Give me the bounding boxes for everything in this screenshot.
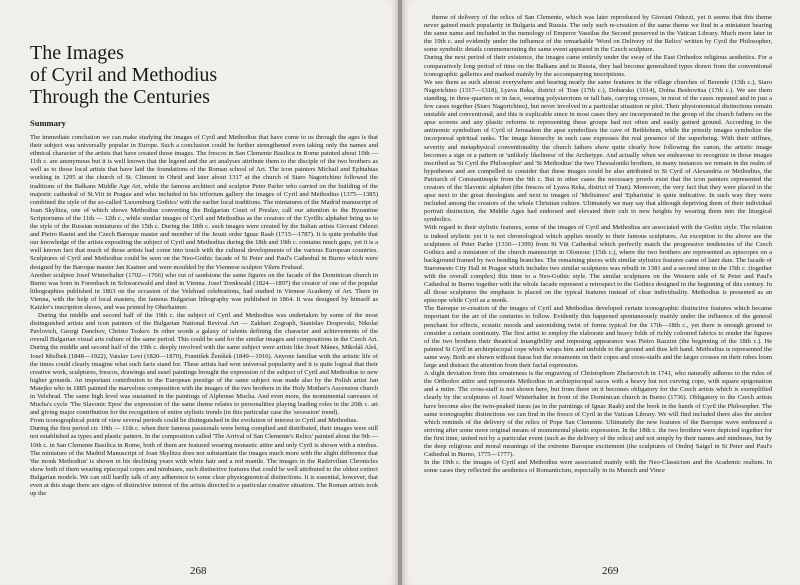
title-line-2: of Cyril and Methodius [30,64,218,86]
left-page [0,0,398,585]
title-line-3: Through the Centuries [30,86,210,108]
right-page [402,0,800,585]
paragraph: The Baroque re-creation of the images of Cyril and Methodius developed certain iconographic distinctive features which became important for the art of the centuries to follow. Evidently this happened spontaneously mainly under the influence of the general penchant for effects, ecstatic moods and astonishing twist of forms typical for the 17th—18th c., yet there is enough ground to consider a certain continuity. The first artist to employ the elaborate and heavy folds of richly coloured fabrics to render the figures of the two brothers their theatrical intangibility and imposing appearance was Pietro Razzini (the beginning of the 18th c.). He painted St Cyril in archiepiscopal cope which wraps him and unfolds to the ground and thus left hand. Methodius is represented the same way. Both are shown without tiaras but the ornaments on their copes and cross-staffs and the larger crosses on their robes loom large and distract the attention from their facial expression. [424,305,772,370]
page-number: 269 [602,565,619,577]
paragraph: Another sculptor Josef Winterhalter (1702—1766) who cut of sandstone the same figures on the facade of the Dominican church in Burno was born in Forenbach in Schwarzwald and died in Vienna. Josef Trenkwald (1824—1897) the creator of one of the popular lithographies published in 1863 on the occasion of the Velehrad celebrations, had studied in Vienese Academy of Art. There in Vienna, with the help of local masters, the famous Bulgarian lithography was published in 1864. It was designed by himself as Katzler's inscription shows, and was printed by Oberhaimer. [30,271,378,311]
paragraph: In the 19th c. the images of Cyril and Methodius were associated mainly with the Neo-Classicism and the Academic realism. In some cases they reflected the aesthetics of Romanticism, especially in its Munich and Vince [424,459,772,475]
paragraph: With regard to their stylistic features, some of the images of Cyril and Methodius are associated with the Gothic style. The relation is indeed stylistic yet it is not chronological which applies mostly to their famous sculptures. An exception to the above are the sculptures of Peter Parler (1330—1399) from St Vitt Cathedral which perfectly match the progressive tendencies of the Czech Gothics and a miniature of the church manuscript in Olomouc (15th c.), where the two brothers are represented as episcopes on a background framed by two bending branches. The remaining pieces with similar stylistics features came of later date. The facade of Staromesto City Hall in Prague which includes two similar sculptures was rebuilt in 1381 and a second time in the 15th c. (together with the overall complex) this time to a Neo-Gothic style. The similar sculptures on the Western side of St Peter and Paul's Cathedral in Burno together with the whole facade represent a retrospect to the Gothics designed in the beginning of this century. In all those sculptures the emphasis is placed on the typical features instead of clear individuality. Methodius is presented as an episcope while Cyril as a monk. [424,224,772,305]
left-page-text [30,42,378,555]
section-heading: Summary [30,118,66,128]
paragraph: During the first period cir. 10th — 11th c. when their famous passionals were being complied and distributed, their images were still not established as types and plastic pattern. In the composition called 'The Arrival of San Clemente's Relics' painted about the 9th — 10th c. in San Clemente Basilica in Rome, both of them are featured wearing monastic attire and only Cyril is shown with a nimbus. The miniature of the Madrid Manuscript of Joan Skylitza does not substantiate the images much more with the slight difference that 'the monk Methodius' is shown in his declining years with white hair and a red mantle. The images in the Radzivilian Chronicles show both of them wearing episcopal copes and nimbuses, such distinctive features that could be well attributed to the oldest extinct Bulgarian models. We can still hardly talk of any adherence to some clear physiognomical distinctions. It is essential, however, that even at this stage there are signs of distinctive interest of the artists directed to a particular creative situation. The Roman artists took up the [30,425,378,498]
paragraph: From iconographical point of view several periods could be distinguished in the evolution of interest to Cyril and Methodius. [30,417,358,425]
paragraph: During the next period of their existence, the images came entirely under the sway of the East Orthodox religious aesthetics. For a comparatively long period of time on the Balkans and in Russia, they had become generalized types drawn from the conventional iconographic galleries and marked mainly by the accompanying inscriptions. [424,54,772,78]
title-line-1: The Images [30,42,124,64]
paragraph: theme of delivery of the relics of San Clemente, which was later reproduced by Giovani Odezzi, yet it seems that this theme never gained much popularity in Bulgaria and Russia. The only such re-creation of the same theme we find in a miniature bearing the same name and included in the menology of Emperor Vassilus the Second preserved in the Vatican Library. Much more later in the 19th c. and evidently under the influence of the remarkable 'Word on Delivery of the Relics' written by Cyril the Philosopher, some symbolic details commemorating the same event appeared in the Czech sculpture. [424,14,772,54]
paragraph: The immediate conclusion we can make studying the images of Cyril and Methodius that have come to us through the ages is that their subject was universally popular in Europe. Such a conclusion could be further strengthened even taking only the names and ethnical character of the artists that have created those images. The frescos in San Clemente Basilica in Rome painted about 10th — 11th c. are anonymous but it is well known that the legend and the art analyses attribute them to the disciple of the two brothers as well as to those local artists that have laid the foundations of the Roman school of Art. The icon painters Michail and Ephtahias working in 1295 at the church of St. Climent in Ohrid and later about 1317 at the church of Staro Nagorichino followed the traditions of the Balkans Middle Age Art, while the famous architect and sculptor Peter Parler who carried on the building of the majestic cathedral of St.Vitt in Prague and who included in his triforium gallery the images of Cyril and Methodius (1375—1385) combined the style of the so-called 'Luxemburg Gothics' with the earlier local traditions. The miniatures of the Madrid manuscript of Joan Skylitza, one of which shows Methodius converting the Bulgarian Court of Preslav, call our attention to the Byzantine Scriptoriums of the 11th — 12th c., while similar images of Cyril and Methodius as the creators of the Cyrillic alphabet bring us to the style of the Russian miniatures of the 15th c. During the 18th c. such images were created by the Italian artists Giovani Odezzi and Pietro Rasini and the Czech Baroque master and member of the Jesuit order Ignac Raab (1715—1787). It is quite probable that our knowledge of the artists expositing the subject of Cyril and Methodius during the 18th and 19th c. contains much gaps, yet it is a well known fact that much of those artists had come into touch with the cultural developments of the various European countries. Sculptures of Cyril and Methodius could be seen on the Neo-Gothic facade of St Peter and Paul's Cathedral in Burno which were designed by the Baroque master Jan Kastner and were moulded by the Viennese sculptor Vilem Fruhauf. [30,134,378,271]
paragraph: During the middle and second half of the 19th c. the subject of Cyril and Methodius was undertaken by some of the most distinguished artists and icon painters of the Bulgarian National Revival Art — Zakhari Zograph, Stanislav Dospevski, Nikolai Pavlovich, Georgi Danchov, Christo Tsokev. In other words a galaxy of talents defining the character and achievements of the overall Bulgarian visual arts culture of the same period. This could be said for the similar images and compositions in the Czech Art. During the middle and second half of the 19th c. deeply involved with the same subject were artists like Josef Mánes, Mikoláš Aleš, Josef Mislbek (1848—1922), Vatslav Levi (1820—1870), František Ženíšek (1849—1916). Anyone familiar with the artistic life of the times could clearly imagine what such facts stand for. These artists had won universal popularity and it is quite logical that their creative work, sculptures, frescos, drawings and easel paintings brought the expression of the subject of Cyril and Methodius to new higher grounds. An important contribution to the European prestige of the same subject was made also by the Polish artist Jan Matejko who in 1885 painted the marvelous composition with the images of the two brothers in the Holy Mother's Ascension church in Velehrad. The same high level was sustained in the paintings of Alphonse Mucha. And even more, the monumental canvases of Mucha's cycle 'The Slavonic Epos' the expression of the same theme relates to personalities playing leading roles in the 20th c. art and giving major contribution for the recognition of entire stylistic trends (in this particular case the 'secession' trend). [30,312,378,417]
right-page-text [424,14,772,555]
page-number: 268 [190,565,207,577]
paragraph: A slight deviation from this ornateness is the engraving of Christophore Zhefarovich in 1741, who naturally adheres to the rules of the Orthodox attire and represents Methodius in archiepiscopal sacos with a heavy but not curving cope, with square epigonation and a mitre. The cross-staff is not shown here, but from there on it becomes obligatory for the Czech artists which is exemplified clearly by the sculptures of Josef Winterhalter in front of the Dominican church in Burno (1736). Obligatory to the Czech artists have become also the twin-peaked tiaras (as in the paintings of Ignac Raab) and the book in the hands of Cyril the Philosopher. The same iconographic distinctions we can find in the fresco of Cyril in the Vatican Library. We will find included there also the anchor which reminds of the delivery of the relics of Pope San Clemente. Ultimately the new features of the Baroque wave embraced a striving after some more original means of monumental plastic expression. In the 18th c. the two brothers were depicted together for the first time, united not by a particular event (such as the delivery of the relics) and not simply by their names and nimbuses, but by the deep religious and moral meanings of the extreme Baroque excitement (the sculptures of Ondrej Saigel in St Peter and Paul's Cathedral in Burno, 1775—1777). [424,370,772,459]
paragraph: We see them as such almost everywhere and bearing nearly the same features in the village churches of Berende (13th c.), Staro Nagorichino (1317—1318), Lyava Reka, district of Tran (17th c.), Dobarsko (1614), Dolna Beshovitsa (17th c.). We see them standing, in three-quarters or in face, wearing polystavrions or tall hats, carrying crosses, in most of the cases repeated and in just a few cases together (Staro Nagorichino), but never involved in a particular situation or plot. Their physionomical distinctions remain unstable and conventional, and this is explicable since in most cases they are incorporated in the group of the church fathers on the apse screens and any plastic reforms in representing these groups had not often and easily gained ground. According to the antinomic symbolism of Cyril of Jerusalem the apse symbolizes the cave of Bethlehem, while the priestly images symbolize the incorporeal spiritual ranks. The image hierarchy in such case expresses the real presence of the superbeing. With their stiffnes, severity and metaphysical conventionality the church fathers show quite clearly how following the canon, the artistic image becomes a sign or a pattern or 'unlikely likeliness' of the Archetype. And actually when we endeavour to recognize in those images inscribed as 'St Cyril the Philosopher' and 'St Methodius' the two Thessaloniki brothers, in many instances we remain in the realm of hypotheses and are compelled to consider that these images could be also attributed to St Cyril of Alexandria or Methodius, the Patriarch of Constantinople from the 9th c. But in other cases the necessary proofs exist that the icon painters represented the creators of the Slavonic alphabet (the frescos of Lyava Reka, district of Tran). Moreover, the very fact that they were placed in the apse next to the great theologists and next to images of 'Melisimos' and 'Epharistia' is quite indicative. In such way they were included among the creators of the whole Christian culture. Ultimately we may say that although depriving them of their individual portrait distinction, the Middle Ages had endorsed and elevated their cult to new heights by wearing them into the liturgical symbolics. [424,78,772,224]
article-title [30,42,378,108]
